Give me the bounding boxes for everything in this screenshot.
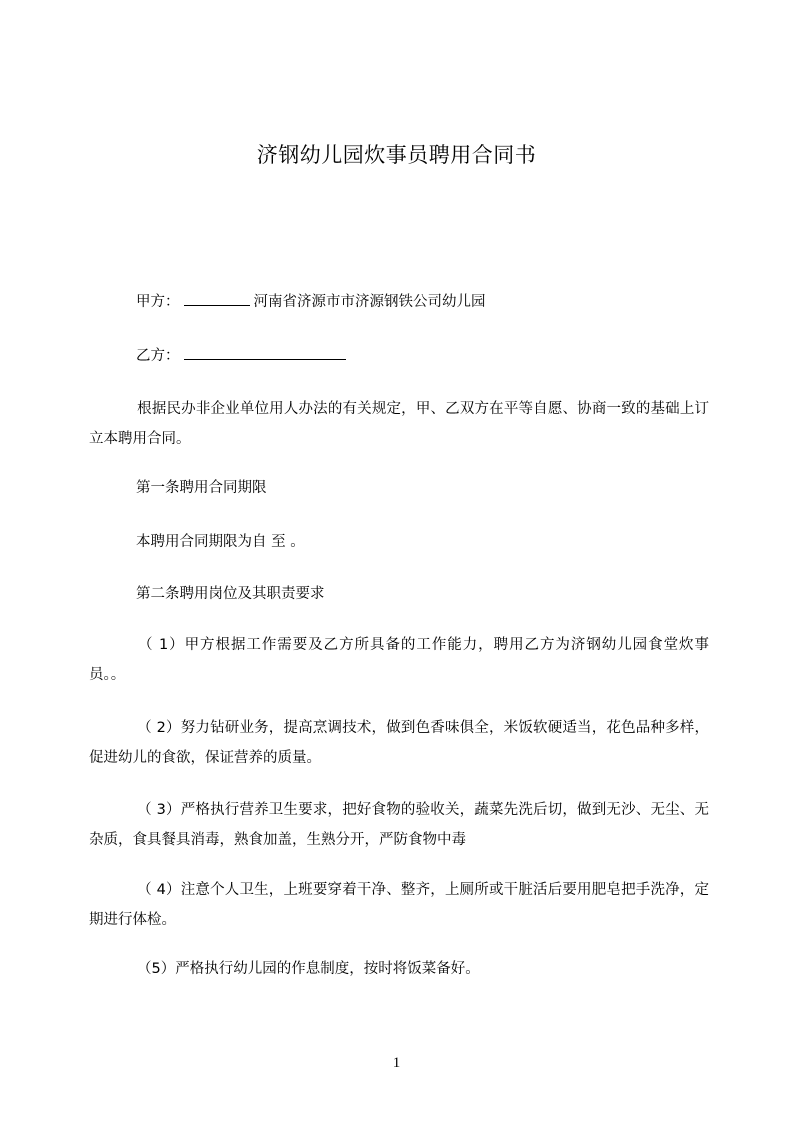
document-title: 济钢幼儿园炊事员聘用合同书 xyxy=(256,143,537,167)
party-b-line xyxy=(136,345,350,366)
party-b-label: 乙方： xyxy=(136,348,180,364)
article2-item-5 xyxy=(89,954,709,984)
article1-text: 本聘用合同期限为自 至 。 xyxy=(136,534,305,550)
article2-item-4 xyxy=(89,875,709,935)
article2-heading: 第二条聘用岗位及其职责要求 xyxy=(136,586,325,602)
article2-item-3-text: （ 3）严格执行营养卫生要求，把好食物的验收关，蔬菜先洗后切，做到无沙、无尘、无杂质，食具餐具消毒，熟食加盖，生熟分开，严防食物中毒 xyxy=(89,802,709,848)
article2-item-2-text: （ 2）努力钻研业务，提高烹调技术，做到色香味俱全，米饭软硬适当，花色品种多样，促进幼儿的食欲，保证营养的质量。 xyxy=(89,720,709,766)
article2-item-1-text: （ 1）甲方根据工作需要及乙方所具备的工作能力，聘用乙方为济钢幼儿园食堂炊事员。。 xyxy=(89,637,709,683)
article1-heading: 第一条聘用合同期限 xyxy=(136,480,267,496)
article2-item-5-text: （5）严格执行幼儿园的作息制度，按时将饭菜备好。 xyxy=(137,961,480,977)
article2-item-2 xyxy=(89,713,709,773)
party-a-blank xyxy=(184,291,250,306)
intro-paragraph xyxy=(89,394,709,454)
party-a-value: 河南省济源市市济源钢铁公司幼儿园 xyxy=(253,294,486,310)
article2-item-1 xyxy=(89,630,709,690)
intro-text: 根据民办非企业单位用人办法的有关规定，甲、乙双方在平等自愿、协商一致的基础上订立本聘用合同。 xyxy=(89,401,709,447)
article2-item-4-text: （ 4）注意个人卫生，上班要穿着干净、整齐，上厕所或干脏活后要用肥皂把手洗净，定期进行体检。 xyxy=(89,882,709,928)
party-a-line xyxy=(136,291,486,312)
article2-item-3 xyxy=(89,795,709,855)
party-b-blank xyxy=(184,345,346,360)
party-a-label: 甲方： xyxy=(136,294,180,310)
page-number: 1 xyxy=(392,1055,401,1071)
